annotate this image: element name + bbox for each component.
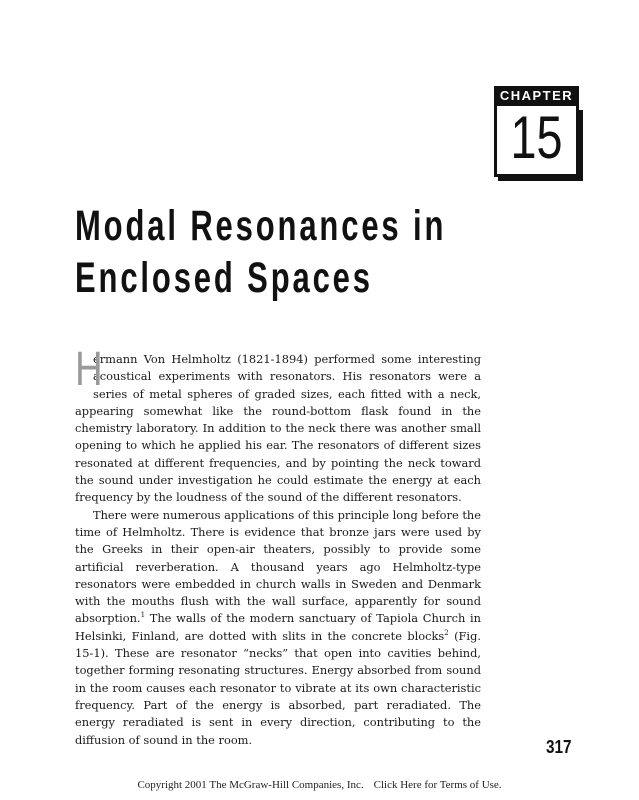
- drop-cap: H: [75, 343, 103, 396]
- chapter-number: 15: [510, 104, 563, 171]
- chapter-label: CHAPTER: [494, 86, 579, 106]
- paragraph-1: [75, 343, 481, 507]
- chapter-badge: [494, 86, 579, 180]
- chapter-title-line-1: Modal Resonances in: [75, 202, 447, 250]
- footer: [0, 779, 639, 791]
- footnote-ref-2[interactable]: 2: [444, 628, 449, 637]
- copyright-text: Copyright 2001 The McGraw-Hill Companies, Inc.: [137, 779, 364, 791]
- paragraph-2-text-c: (Fig. 15-1). These are resonator “necks” that open into cavities behind, together forming resonating structures. Energy absorbed from sound in the room causes each resonator to vibrate at its own characteristic frequency. Part of the energy is absorbed, part reradiated. The energy reradiated is sent in every direction, contributing to the diffusion of sound in the room.: [75, 628, 481, 747]
- paragraph-1-text: ermann Von Helmholtz (1821-1894) performed some interesting acoustical experiments with resonators. His resonators were a series of metal spheres of graded sizes, each fitted with a neck, appearing somewhat like the round-bottom flask found in the chemistry laboratory. In addition to the neck there was another small opening to which he applied his ear. The resonators of different sizes resonated at different frequencies, and by pointing the neck toward the sound under investigation he could estimate the energy at each frequency by the loudness of the sound of the different resonators.: [75, 352, 481, 505]
- footnote-ref-1[interactable]: 1: [140, 611, 146, 620]
- chapter-number-box: [494, 106, 579, 177]
- terms-of-use-link[interactable]: Click Here for Terms of Use.: [373, 779, 502, 791]
- page-number: 317: [546, 737, 572, 757]
- body-text: [75, 343, 481, 749]
- paragraph-2: [75, 507, 481, 749]
- paragraph-2-text-a: There were numerous applications of this principle long before the time of Helmholtz. There is evidence that bronze jars were used by the Greeks in their open-air theaters, possibly to provide some artificial reverberation. A thousand years ago Helmholtz-type resonators were embedded in church walls in Sweden and Denmark with the mouths flush with the wall surface, apparently for sound absorption.: [75, 507, 481, 626]
- chapter-title: [75, 200, 447, 304]
- paragraph-2-text-b: The walls of the modern sanctuary of Tapiola Church in Helsinki, Finland, are dotted with slits in the concrete blocks: [75, 611, 481, 643]
- chapter-title-line-2: Enclosed Spaces: [75, 254, 373, 302]
